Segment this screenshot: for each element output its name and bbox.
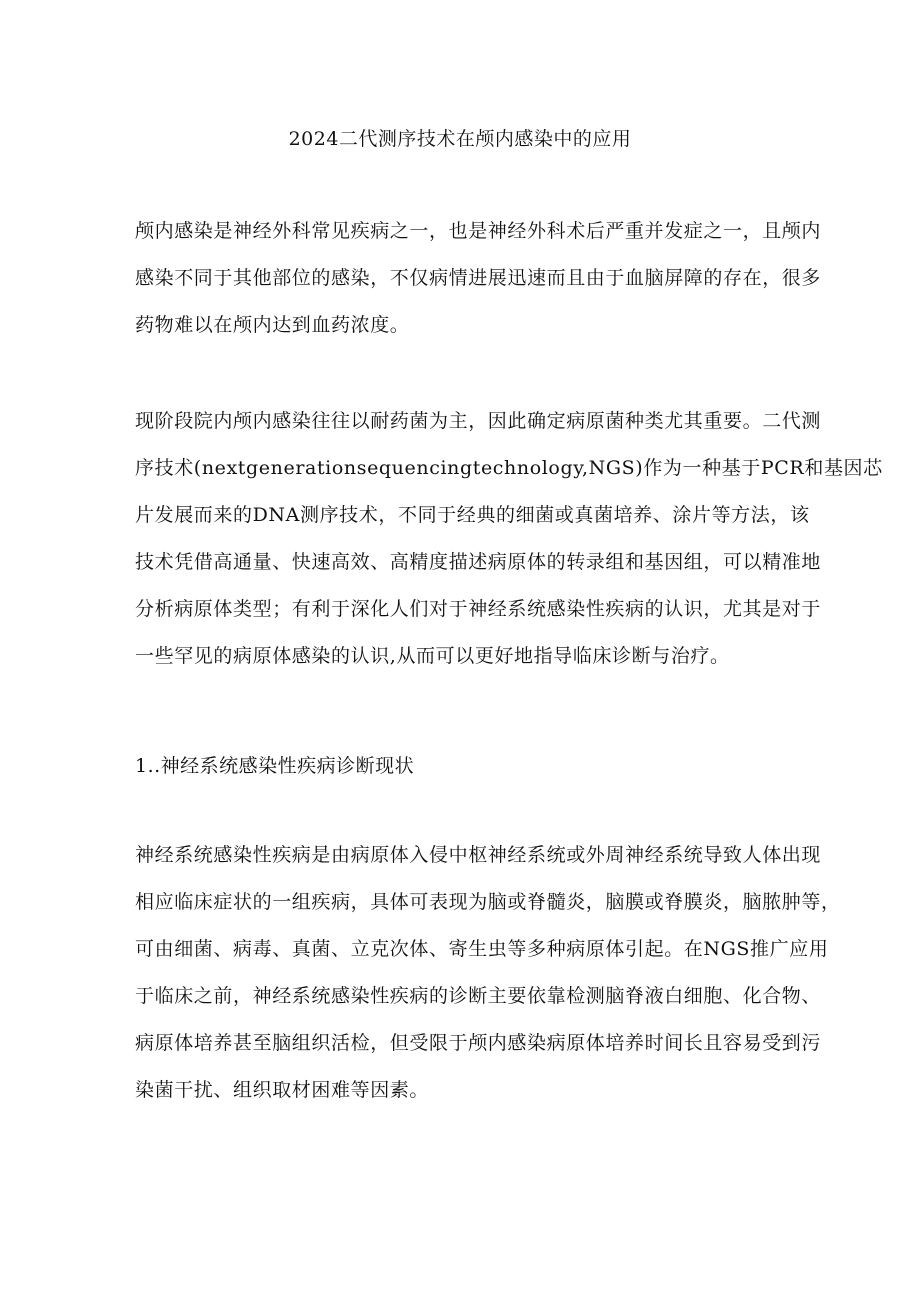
paragraph-diagnosis-status	[135, 832, 841, 1114]
section-heading: 1..神经系统感染性疾病诊断现状	[135, 755, 415, 777]
document-title: 2024二代测序技术在颅内感染中的应用	[288, 128, 632, 150]
paragraph-line: 染菌干扰、组织取材困难等因素。	[135, 1079, 430, 1101]
paragraph-line: 可由细菌、病毒、真菌、立克次体、寄生虫等多种病原体引起。在NGS推广应用	[135, 938, 829, 960]
paragraph-line: 病原体培养甚至脑组织活检，但受限于颅内感染病原体培养时间长且容易受到污	[135, 1032, 822, 1054]
paragraph-line: 序技术(nextgenerationsequencingtechnology,NGS)作为一种基于PCR和基因芯	[135, 457, 883, 479]
paragraph-line: 分析病原体类型；有利于深化人们对于神经系统感染性疾病的认识，尤其是对于	[135, 598, 822, 620]
paragraph-line: 现阶段院内颅内感染往往以耐药菌为主，因此确定病原菌种类尤其重要。二代测	[135, 410, 822, 432]
paragraph-ngs-overview	[135, 398, 883, 680]
paragraph-line: 一些罕见的病原体感染的认识,从而可以更好地指导临床诊断与治疗。	[135, 645, 730, 667]
paragraph-line: 片发展而来的DNA测序技术，不同于经典的细菌或真菌培养、涂片等方法，该	[135, 504, 810, 526]
paragraph-line: 神经系统感染性疾病是由病原体入侵中枢神经系统或外周神经系统导致人体出现	[135, 844, 822, 866]
paragraph-line: 于临床之前，神经系统感染性疾病的诊断主要依靠检测脑脊液白细胞、化合物、	[135, 985, 822, 1007]
paragraph-intro	[135, 208, 822, 349]
paragraph-line: 药物难以在颅内达到血药浓度。	[135, 314, 410, 336]
paragraph-line: 技术凭借高通量、快速高效、高精度描述病原体的转录组和基因组，可以精准地	[135, 551, 822, 573]
paragraph-line: 感染不同于其他部位的感染，不仅病情进展迅速而且由于血脑屏障的存在，很多	[135, 267, 822, 289]
paragraph-line: 颅内感染是神经外科常见疾病之一，也是神经外科术后严重并发症之一，且颅内	[135, 220, 822, 242]
paragraph-line: 相应临床症状的一组疾病，具体可表现为脑或脊髓炎，脑膜或脊膜炎，脑脓肿等，	[135, 891, 841, 913]
